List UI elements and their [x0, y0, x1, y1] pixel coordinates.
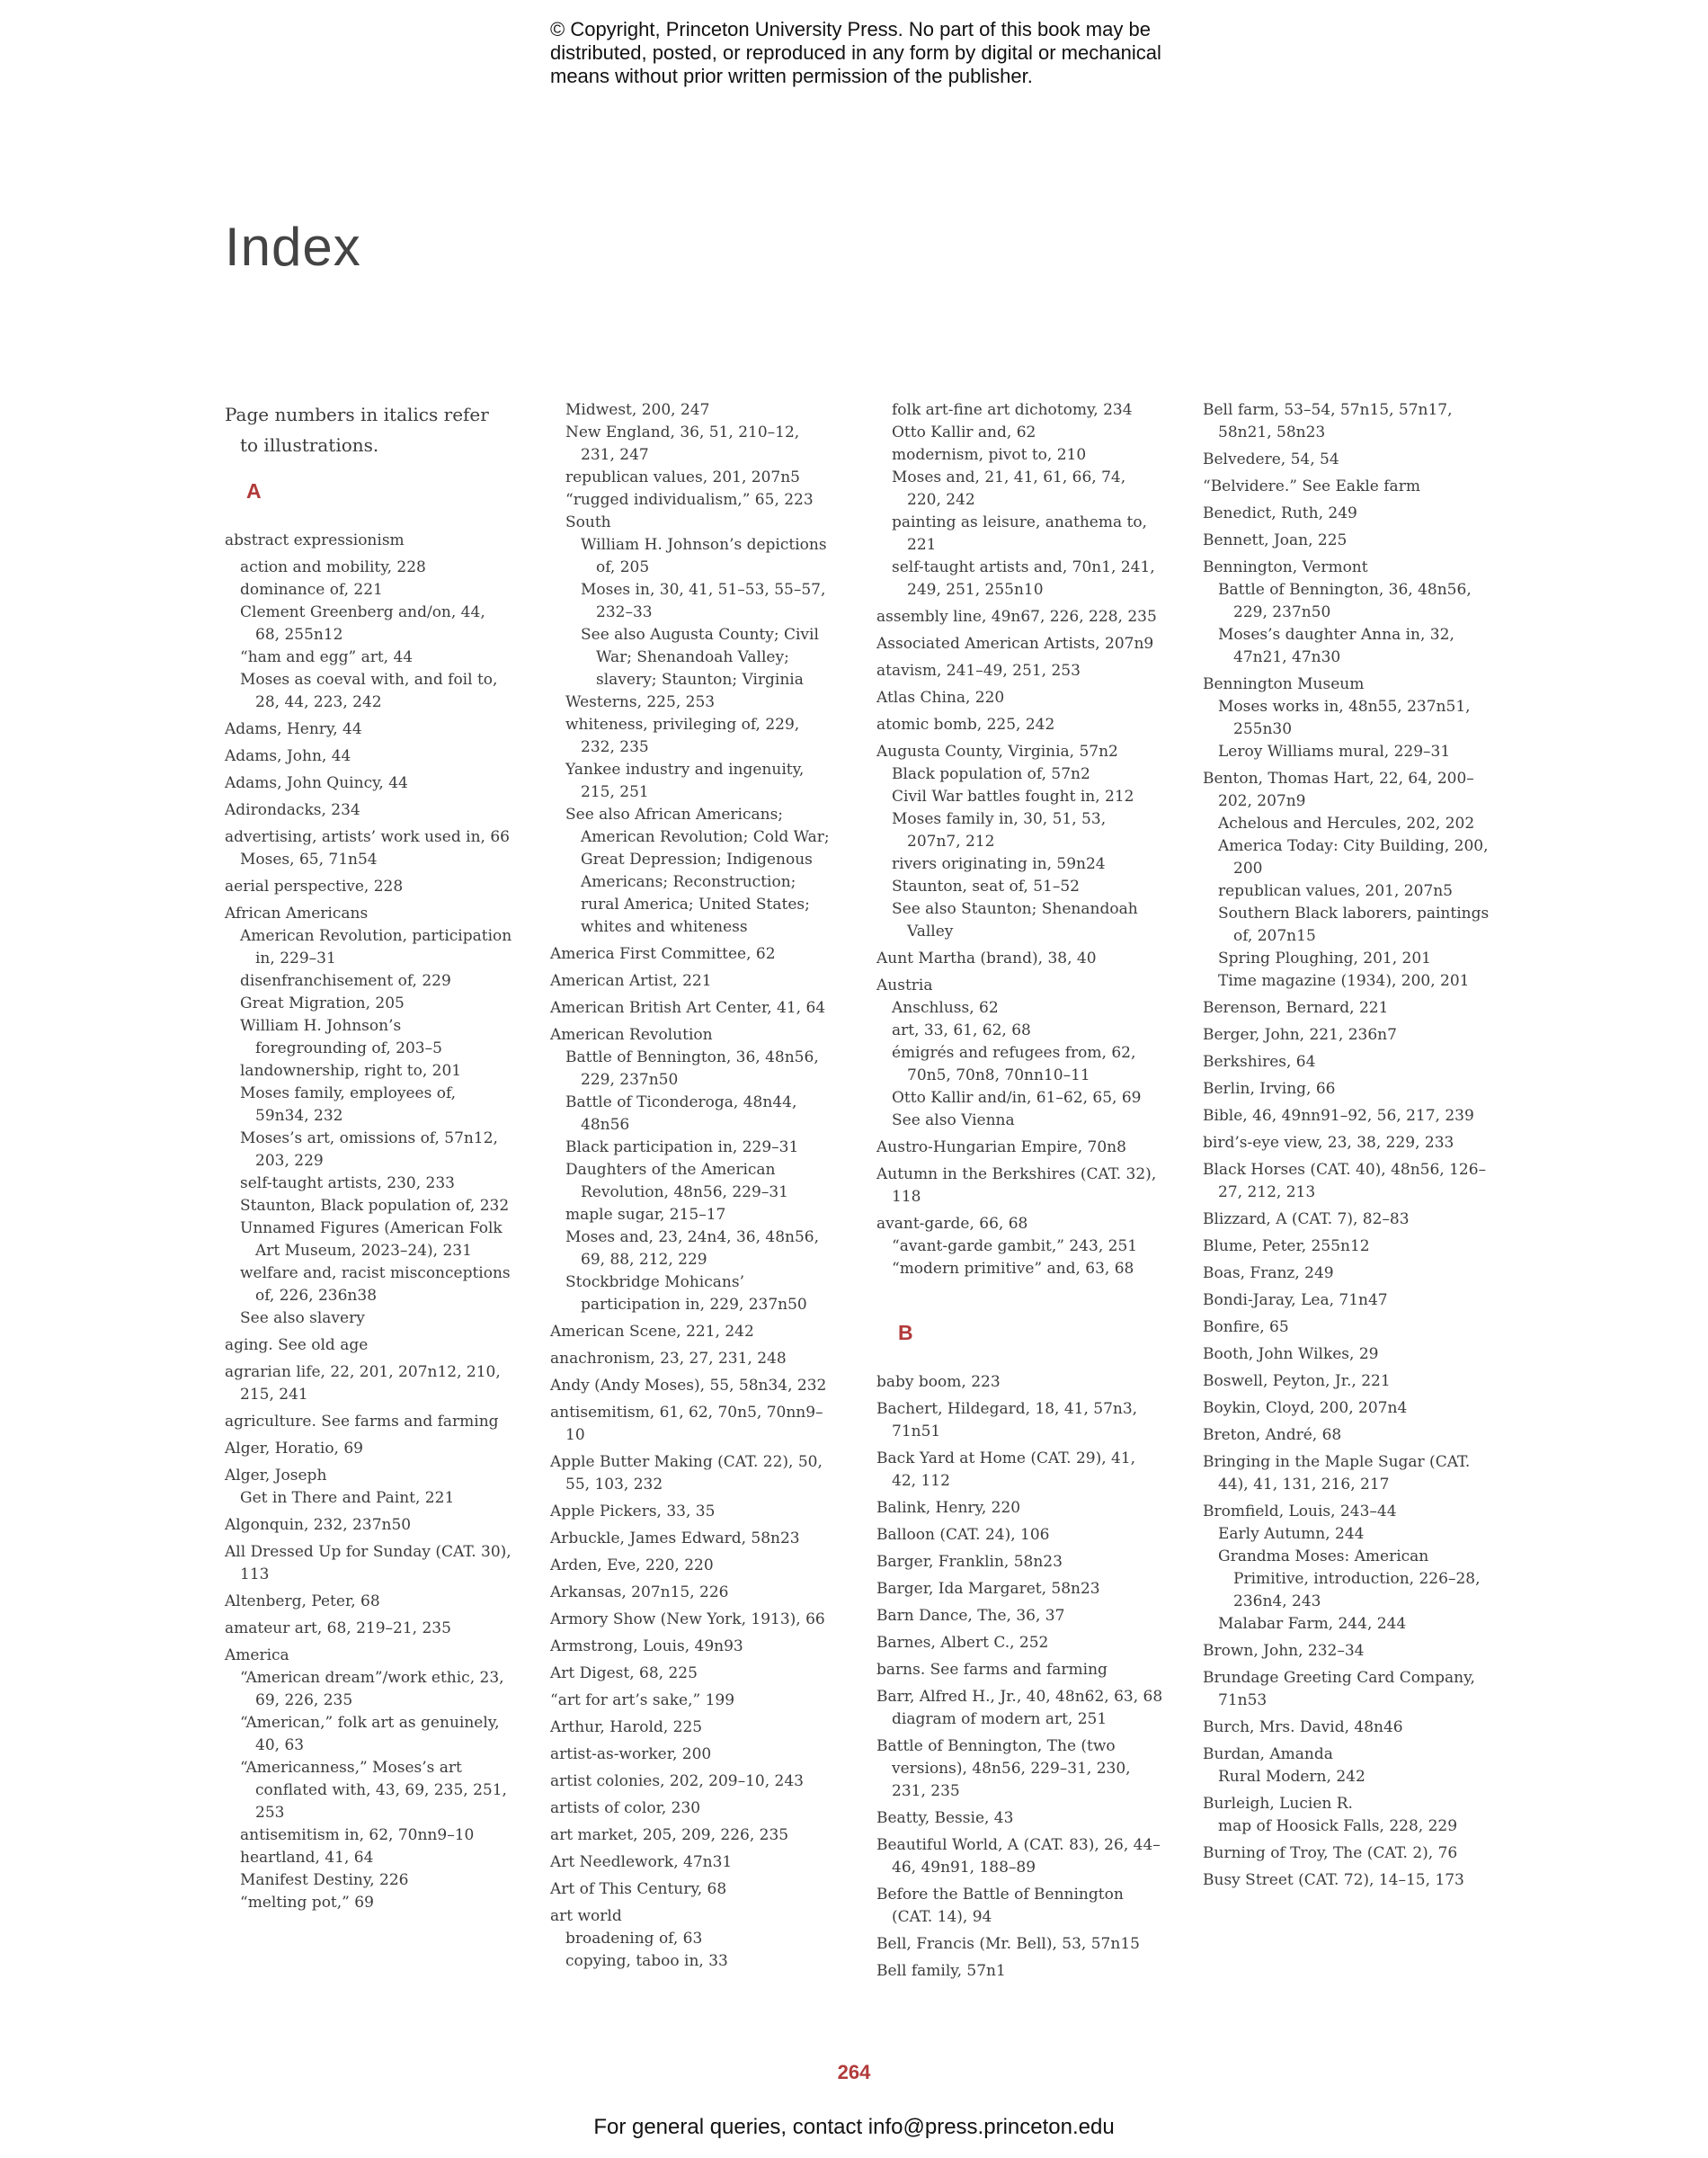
index-subentry: “avant-garde gambit,” 243, 251 [892, 1237, 1138, 1255]
index-subentry: modernism, pivot to, 210 [892, 446, 1087, 464]
index-entry: Bell family, 57n1 [876, 1962, 1006, 1980]
index-subentry: Moses and, 23, 24n4, 36, 48n56, 69, 88, 212, 229 [565, 1228, 820, 1269]
index-entry: artist-as-worker, 200 [550, 1745, 712, 1763]
index-subentry: Moses’s art, omissions of, 57n12, 203, 229 [240, 1129, 498, 1170]
index-subentry: folk art-fine art dichotomy, 234 [892, 401, 1133, 419]
index-entry: artists of color, 230 [550, 1799, 701, 1817]
index-entry: Art of This Century, 68 [550, 1880, 727, 1898]
index-entry: Berlin, Irving, 66 [1203, 1080, 1336, 1098]
index-subentry: Malabar Farm, 244, 244 [1218, 1615, 1407, 1633]
index-entry: Barr, Alfred H., Jr., 40, 48n62, 63, 68 [876, 1688, 1163, 1706]
index-subentry: Moses family in, 30, 51, 53, 207n7, 212 [892, 810, 1107, 851]
index-entry: Bonfire, 65 [1203, 1318, 1289, 1336]
index-subentry: American Revolution, participation in, 229–31 [240, 927, 512, 968]
index-subentry: “melting pot,” 69 [240, 1894, 374, 1912]
index-entry: atavism, 241–49, 251, 253 [876, 662, 1081, 680]
section-letter-b: B [898, 1321, 913, 1344]
index-entry: Bondi-Jaray, Lea, 71n47 [1203, 1291, 1388, 1309]
index-subentry: Anschluss, 62 [892, 999, 999, 1017]
index-entry: Burch, Mrs. David, 48n46 [1203, 1718, 1403, 1736]
index-entry: Bible, 46, 49nn91–92, 56, 217, 239 [1203, 1107, 1474, 1125]
index-entry: Atlas China, 220 [876, 689, 1005, 707]
index-entry: Armstrong, Louis, 49n93 [550, 1637, 743, 1655]
index-subentry: Otto Kallir and, 62 [892, 424, 1036, 441]
index-entry: African Americans [225, 905, 369, 923]
index-subentry: Yankee industry and ingenuity, 215, 251 [565, 761, 805, 801]
index-subentry: Achelous and Hercules, 202, 202 [1218, 815, 1475, 833]
index-subentry: Southern Black laborers, paintings of, 207n15 [1218, 905, 1490, 945]
index-entry: America First Committee, 62 [550, 945, 776, 963]
index-entry: Brown, John, 232–34 [1203, 1642, 1365, 1660]
index-entry: Barnes, Albert C., 252 [876, 1634, 1049, 1652]
index-entry: assembly line, 49n67, 226, 228, 235 [876, 608, 1157, 626]
index-entry: Before the Battle of Bennington (CAT. 14), 94 [876, 1886, 1124, 1926]
index-subentry: welfare and, racist misconceptions of, 226, 236n38 [240, 1264, 511, 1305]
index-subentry: self-taught artists, 230, 233 [240, 1174, 455, 1192]
index-column-2 [550, 399, 838, 1977]
index-subentry: Westerns, 225, 253 [565, 693, 716, 711]
index-entry: art market, 205, 209, 226, 235 [550, 1826, 789, 1844]
footer-contact: For general queries, contact info@press.princeton.edu [593, 2115, 1115, 2139]
index-entry: Art Needlework, 47n31 [550, 1853, 733, 1871]
index-entry: aerial perspective, 228 [225, 878, 404, 896]
index-subentry: Moses family, employees of, 59n34, 232 [240, 1084, 457, 1125]
index-entry: America [225, 1646, 289, 1664]
index-subentry: America Today: City Building, 200, 200 [1218, 837, 1489, 878]
index-entry: Berkshires, 64 [1203, 1053, 1316, 1071]
index-entry: Beatty, Bessie, 43 [876, 1809, 1014, 1827]
index-subentry: New England, 36, 51, 210–12, 231, 247 [565, 424, 800, 464]
index-subsubentry: Moses in, 30, 41, 51–53, 55–57, 232–33 [581, 581, 826, 621]
index-entry: agriculture. See farms and farming [225, 1413, 499, 1431]
index-subentry: Clement Greenberg and/on, 44, 68, 255n12 [240, 603, 485, 644]
index-entry: Balloon (CAT. 24), 106 [876, 1526, 1050, 1544]
index-subentry: Stockbridge Mohicans’ participation in, 229, 237n50 [565, 1273, 807, 1314]
index-subentry: “ham and egg” art, 44 [240, 648, 414, 666]
index-subentry: art, 33, 61, 62, 68 [892, 1021, 1031, 1039]
index-subentry: Black population of, 57n2 [892, 765, 1090, 783]
index-subentry: Moses’s daughter Anna in, 32, 47n21, 47n30 [1218, 626, 1454, 666]
index-entry: Arden, Eve, 220, 220 [550, 1556, 714, 1574]
index-entry: American Revolution [550, 1026, 713, 1044]
index-subentry: Rural Modern, 242 [1218, 1768, 1366, 1786]
index-subentry: heartland, 41, 64 [240, 1849, 374, 1867]
index-subentry: “American dream”/work ethic, 23, 69, 226, 235 [240, 1669, 504, 1709]
index-entry: Adirondacks, 234 [225, 801, 360, 819]
index-entry: Booth, John Wilkes, 29 [1203, 1345, 1379, 1363]
index-subentry: diagram of modern art, 251 [892, 1710, 1108, 1728]
index-subentry: “modern primitive” and, 63, 68 [892, 1260, 1134, 1278]
index-entry: Bromfield, Louis, 243–44 [1203, 1503, 1397, 1520]
index-entry: Bell, Francis (Mr. Bell), 53, 57n15 [876, 1935, 1140, 1953]
index-entry: Alger, Joseph [225, 1467, 327, 1485]
index-entry: “art for art’s sake,” 199 [550, 1691, 735, 1709]
index-entry: Boykin, Cloyd, 200, 207n4 [1203, 1399, 1408, 1417]
index-entry: Boswell, Peyton, Jr., 221 [1203, 1372, 1391, 1390]
index-subentry: Moses as coeval with, and foil to, 28, 44, 223, 242 [240, 671, 498, 711]
index-column-4 [1203, 399, 1490, 1896]
index-entry: artist colonies, 202, 209–10, 243 [550, 1772, 804, 1790]
index-entry: abstract expressionism [225, 531, 405, 549]
index-entry: Bennett, Joan, 225 [1203, 531, 1348, 549]
page-title: Index [225, 217, 361, 277]
index-entry: Adams, John, 44 [225, 747, 351, 765]
index-entry: Bachert, Hildegard, 18, 41, 57n3, 71n51 [876, 1400, 1138, 1440]
index-subentry: South [565, 513, 611, 531]
index-entry: art world [550, 1907, 622, 1925]
index-entry: Austro-Hungarian Empire, 70n8 [876, 1138, 1126, 1156]
index-entry: Arbuckle, James Edward, 58n23 [550, 1529, 800, 1547]
index-subentry: Battle of Bennington, 36, 48n56, 229, 237n50 [565, 1048, 819, 1089]
index-subentry: landownership, right to, 201 [240, 1062, 462, 1080]
index-subentry: Daughters of the American Revolution, 48n56, 229–31 [565, 1161, 788, 1201]
index-subentry: disenfranchisement of, 229 [240, 972, 451, 990]
index-entry: Algonquin, 232, 237n50 [225, 1516, 412, 1534]
index-entry: Blizzard, A (CAT. 7), 82–83 [1203, 1210, 1410, 1228]
index-entry: barns. See farms and farming [876, 1661, 1108, 1679]
index-subentry: Manifest Destiny, 226 [240, 1871, 409, 1889]
index-entry: Barn Dance, The, 36, 37 [876, 1607, 1065, 1625]
index-entry: Augusta County, Virginia, 57n2 [876, 743, 1118, 761]
index-subentry: copying, taboo in, 33 [565, 1952, 728, 1970]
index-subsubentry: See also Augusta County; Civil War; Shenandoah Valley; slavery; Staunton; Virginia [581, 626, 819, 689]
index-subentry: dominance of, 221 [240, 581, 383, 599]
index-entry: Andy (Andy Moses), 55, 58n34, 232 [550, 1377, 827, 1395]
index-subentry: Staunton, seat of, 51–52 [892, 878, 1080, 896]
copyright-notice: © Copyright, Princeton University Press. No part of this book may be distributed, posted, or reproduced in any form by digital or mechanical means without prior written permission of the publisher. [550, 18, 1161, 87]
index-subentry: Early Autumn, 244 [1218, 1525, 1365, 1543]
index-entry: Associated American Artists, 207n9 [876, 635, 1154, 653]
index-entry: avant-garde, 66, 68 [876, 1215, 1028, 1233]
index-subentry: antisemitism in, 62, 70nn9–10 [240, 1826, 475, 1844]
index-entry: Art Digest, 68, 225 [550, 1664, 698, 1682]
index-subentry: Get in There and Paint, 221 [240, 1489, 455, 1507]
index-entry: Bringing in the Maple Sugar (CAT. 44), 41, 131, 216, 217 [1203, 1453, 1471, 1494]
index-subentry: republican values, 201, 207n5 [565, 468, 800, 486]
index-subentry: “American,” folk art as genuinely, 40, 63 [240, 1714, 500, 1754]
index-entry: Blume, Peter, 255n12 [1203, 1237, 1370, 1255]
index-subentry: Great Migration, 205 [240, 994, 405, 1012]
index-entry: Armory Show (New York, 1913), 66 [550, 1610, 825, 1628]
index-entry: baby boom, 223 [876, 1373, 1001, 1391]
index-entry: “Belvidere.” See Eakle farm [1203, 477, 1420, 495]
index-entry: Burning of Troy, The (CAT. 2), 76 [1203, 1844, 1458, 1862]
index-entry: Benedict, Ruth, 249 [1203, 504, 1357, 522]
index-entry: Arkansas, 207n15, 226 [550, 1583, 729, 1601]
index-entry: Alger, Horatio, 69 [225, 1440, 363, 1458]
index-entry: bird’s-eye view, 23, 38, 229, 233 [1203, 1134, 1454, 1152]
index-entry: Battle of Bennington, The (two versions), 48n56, 229–31, 230, 231, 235 [876, 1737, 1131, 1800]
index-entry: atomic bomb, 225, 242 [876, 716, 1055, 734]
index-entry: Austria [876, 976, 933, 994]
index-entry: amateur art, 68, 219–21, 235 [225, 1619, 451, 1637]
index-subentry: Otto Kallir and/in, 61–62, 65, 69 [892, 1089, 1142, 1107]
index-entry: Barger, Franklin, 58n23 [876, 1553, 1063, 1571]
index-subentry: action and mobility, 228 [240, 558, 426, 576]
index-entry: Bennington Museum [1203, 675, 1365, 693]
index-subentry: See also Vienna [892, 1111, 1015, 1129]
section-letter-a: A [246, 479, 262, 503]
index-column-3 [876, 399, 1164, 1987]
index-entry: Altenberg, Peter, 68 [225, 1592, 380, 1610]
index-subentry: “Americanness,” Moses’s art conflated with, 43, 69, 235, 251, 253 [240, 1759, 507, 1822]
index-subentry: Battle of Ticonderoga, 48n44, 48n56 [565, 1093, 797, 1134]
index-entry: Beautiful World, A (CAT. 83), 26, 44–46, 49n91, 188–89 [876, 1836, 1161, 1877]
index-subentry: self-taught artists and, 70n1, 241, 249, 251, 255n10 [892, 558, 1155, 599]
index-subentry: See also Staunton; Shenandoah Valley [892, 900, 1138, 941]
index-subentry: broadening of, 63 [565, 1930, 703, 1948]
index-entry: Bell farm, 53–54, 57n15, 57n17, 58n21, 58n23 [1203, 401, 1453, 441]
index-entry: Benton, Thomas Hart, 22, 64, 200–202, 207n9 [1203, 770, 1474, 810]
index-entry: Arthur, Harold, 225 [550, 1718, 703, 1736]
index-subentry: maple sugar, 215–17 [565, 1206, 726, 1224]
index-subentry: See also slavery [240, 1309, 365, 1327]
index-subentry: Black participation in, 229–31 [565, 1138, 799, 1156]
index-entry: American Scene, 221, 242 [550, 1323, 754, 1341]
index-entry: All Dressed Up for Sunday (CAT. 30), 113 [225, 1543, 512, 1583]
index-entry: agrarian life, 22, 201, 207n12, 210, 215, 241 [225, 1363, 501, 1404]
index-entry: Back Yard at Home (CAT. 29), 41, 42, 112 [876, 1449, 1136, 1490]
index-entry: Apple Pickers, 33, 35 [550, 1503, 716, 1520]
index-entry: Adams, John Quincy, 44 [225, 774, 408, 792]
index-subentry: Moses and, 21, 41, 61, 66, 74, 220, 242 [892, 468, 1126, 509]
index-subentry: William H. Johnson’s foregrounding of, 203–5 [240, 1017, 442, 1057]
index-entry: Belvedere, 54, 54 [1203, 450, 1339, 468]
index-subentry: Battle of Bennington, 36, 48n56, 229, 237n50 [1218, 581, 1472, 621]
index-subentry: Staunton, Black population of, 232 [240, 1197, 510, 1215]
index-column-1 [225, 399, 512, 1919]
index-entry: Boas, Franz, 249 [1203, 1264, 1334, 1282]
index-entry: Barger, Ida Margaret, 58n23 [876, 1580, 1100, 1598]
index-subentry: Grandma Moses: American Primitive, introduction, 226–28, 236n4, 243 [1218, 1547, 1481, 1610]
index-subentry: Moses, 65, 71n54 [240, 851, 378, 869]
index-subentry: painting as leisure, anathema to, 221 [892, 513, 1147, 554]
index-lead-note: Page numbers in italics refer to illustrations. [225, 404, 489, 456]
index-entry: American Artist, 221 [550, 972, 712, 990]
index-entry: Breton, André, 68 [1203, 1426, 1342, 1444]
index-subentry: whiteness, privileging of, 229, 232, 235 [565, 716, 800, 756]
index-subentry: Civil War battles fought in, 212 [892, 788, 1134, 806]
index-subentry: Moses works in, 48n55, 237n51, 255n30 [1218, 698, 1471, 738]
index-entry: Berger, John, 221, 236n7 [1203, 1026, 1397, 1044]
index-entry: Apple Butter Making (CAT. 22), 50, 55, 103, 232 [550, 1453, 823, 1494]
index-subentry: republican values, 201, 207n5 [1218, 882, 1453, 900]
index-entry: Bennington, Vermont [1203, 558, 1368, 576]
index-entry: Aunt Martha (brand), 38, 40 [876, 950, 1097, 968]
index-subentry: rivers originating in, 59n24 [892, 855, 1106, 873]
index-entry: Adams, Henry, 44 [225, 720, 362, 738]
index-entry: Burdan, Amanda [1203, 1745, 1333, 1763]
index-entry: Autumn in the Berkshires (CAT. 32), 118 [876, 1165, 1157, 1206]
index-subentry: Leroy Williams mural, 229–31 [1218, 743, 1451, 761]
index-subentry: Unnamed Figures (American Folk Art Museum, 2023–24), 231 [240, 1219, 503, 1260]
index-entry: advertising, artists’ work used in, 66 [225, 828, 510, 846]
index-subentry: émigrés and refugees from, 62, 70n5, 70n8, 70nn10–11 [892, 1044, 1136, 1084]
page-number: 264 [837, 2061, 871, 2083]
index-subentry: Spring Ploughing, 201, 201 [1218, 950, 1431, 968]
index-subentry: Midwest, 200, 247 [565, 401, 710, 419]
index-entry: Busy Street (CAT. 72), 14–15, 173 [1203, 1871, 1464, 1889]
index-subentry: “rugged individualism,” 65, 223 [565, 491, 814, 509]
index-entry: Black Horses (CAT. 40), 48n56, 126–27, 212, 213 [1203, 1161, 1487, 1201]
index-entry: antisemitism, 61, 62, 70n5, 70nn9–10 [550, 1404, 823, 1444]
index-entry: aging. See old age [225, 1336, 369, 1354]
index-subentry: Time magazine (1934), 200, 201 [1218, 972, 1470, 990]
index-subsubentry: William H. Johnson’s depictions of, 205 [581, 536, 827, 576]
index-entry: American British Art Center, 41, 64 [550, 999, 826, 1017]
index-entry: Balink, Henry, 220 [876, 1499, 1021, 1517]
index-entry: Burleigh, Lucien R. [1203, 1795, 1353, 1813]
index-entry: Brundage Greeting Card Company, 71n53 [1203, 1669, 1475, 1709]
index-subentry: map of Hoosick Falls, 228, 229 [1218, 1817, 1458, 1835]
index-subentry: See also African Americans; American Revolution; Cold War; Great Depression; Indigenous Americans; Reconstruction; rural America; United States; whites and whiteness [565, 806, 830, 936]
index-entry: anachronism, 23, 27, 231, 248 [550, 1350, 787, 1368]
index-entry: Berenson, Bernard, 221 [1203, 999, 1389, 1017]
